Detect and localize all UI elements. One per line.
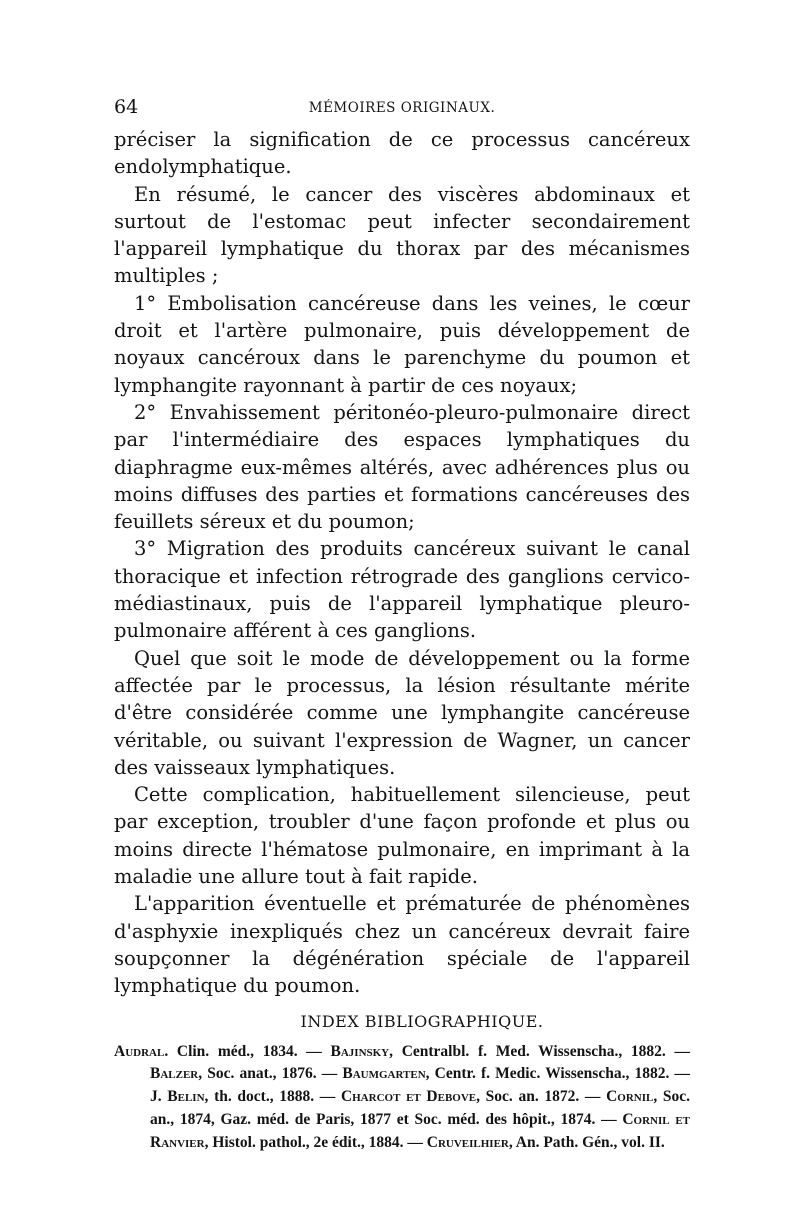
body-text (114, 126, 690, 1000)
ref-author: Baumgarten (342, 1065, 426, 1083)
running-head: MÉMOIRES ORIGINAUX. (308, 100, 496, 116)
paragraph: 1° Embolisation cancéreuse dans les veines, le cœur droit et l'artère pulmonaire, puis développement de noyaux cancéroux dans le parenchyme du poumon et lymphangite rayonnant à partir de ces noyaux; (114, 291, 690, 397)
ref-text: , Centr. f. Medic. Wissenscha., 1882. — J. (150, 1065, 690, 1106)
ref-author: Bajinsky (330, 1042, 390, 1060)
page-number: 64 (114, 96, 139, 118)
paragraph: L'apparition éventuelle et prématurée de phénomènes d'asphyxie inexpliqués chez un cancéreux devrait faire soupçonner la dégénération spéciale de l'appareil lymphatique du poumon. (114, 892, 690, 998)
ref-author: Charcot et Debove (340, 1088, 477, 1106)
ref-text: , Soc. an. 1872. — (476, 1088, 607, 1106)
ref-text: . Clin. méd., 1834. — (164, 1042, 331, 1060)
paragraph: Cette complication, habituellement silencieuse, peut par exception, troubler d'une façon profonde et plus ou moins directe l'hématose pulmonaire, en imprimant à la maladie une allure tout à fait rapide. (114, 783, 690, 889)
page-header (114, 96, 690, 126)
paragraph: 3° Migration des produits cancéreux suivant le canal thoracique et infection rétrograde des ganglions cervico-médiastinaux, puis de l'appareil lymphatique pleuro-pulmonaire afférent à ces ganglions. (114, 537, 690, 643)
ref-author: Cornil et Ranvier (150, 1110, 690, 1151)
ref-text: , Soc. an., 1874, Gaz. méd. de Paris, 1877 et Soc. méd. des hôpit., 1874. — (150, 1088, 691, 1128)
ref-author: Cruveilhier (426, 1133, 509, 1151)
index-title: INDEX BIBLIOGRAPHIQUE. (300, 1011, 544, 1031)
ref-text: , th. doct., 1888. — (204, 1088, 341, 1106)
ref-text: , An. Path. Gén., vol. II. (508, 1133, 665, 1151)
ref-text: , Centralbl. f. Med. Wissenscha., 1882. — (389, 1042, 691, 1060)
ref-text: , Histol. pathol., 2e édit., 1884. — (204, 1133, 427, 1151)
page (114, 96, 690, 1154)
paragraph: préciser la signification de ce processus cancéreux endolymphatique. (114, 128, 690, 179)
paragraph: Quel que soit le mode de développement ou la forme affectée par le processus, la lésion résultante mérite d'être considérée comme une lymphangite cancéreuse véritable, ou suivant l'expression de Wagner, un cancer des vaisseaux lymphatiques. (114, 646, 690, 779)
bibliography (102, 1041, 690, 1155)
ref-text: , Soc. anat., 1876. — (198, 1065, 343, 1083)
ref-author: Belin (167, 1088, 205, 1106)
ref-author: Balzer (150, 1065, 199, 1083)
ref-author: Cornil (606, 1088, 654, 1106)
ref-author: Audral (114, 1042, 165, 1060)
paragraph: 2° Envahissement péritonéo-pleuro-pulmonaire direct par l'intermédiaire des espaces lymphatiques du diaphragme eux-mêmes altérés, avec adhérences plus ou moins diffuses des parties et formations cancéreuses des feuillets séreux et du poumon; (114, 400, 690, 534)
paragraph: En résumé, le cancer des viscères abdominaux et surtout de l'estomac peut infecter secondairement l'appareil lymphatique du thorax par des mécanismes multiples ; (114, 182, 690, 288)
